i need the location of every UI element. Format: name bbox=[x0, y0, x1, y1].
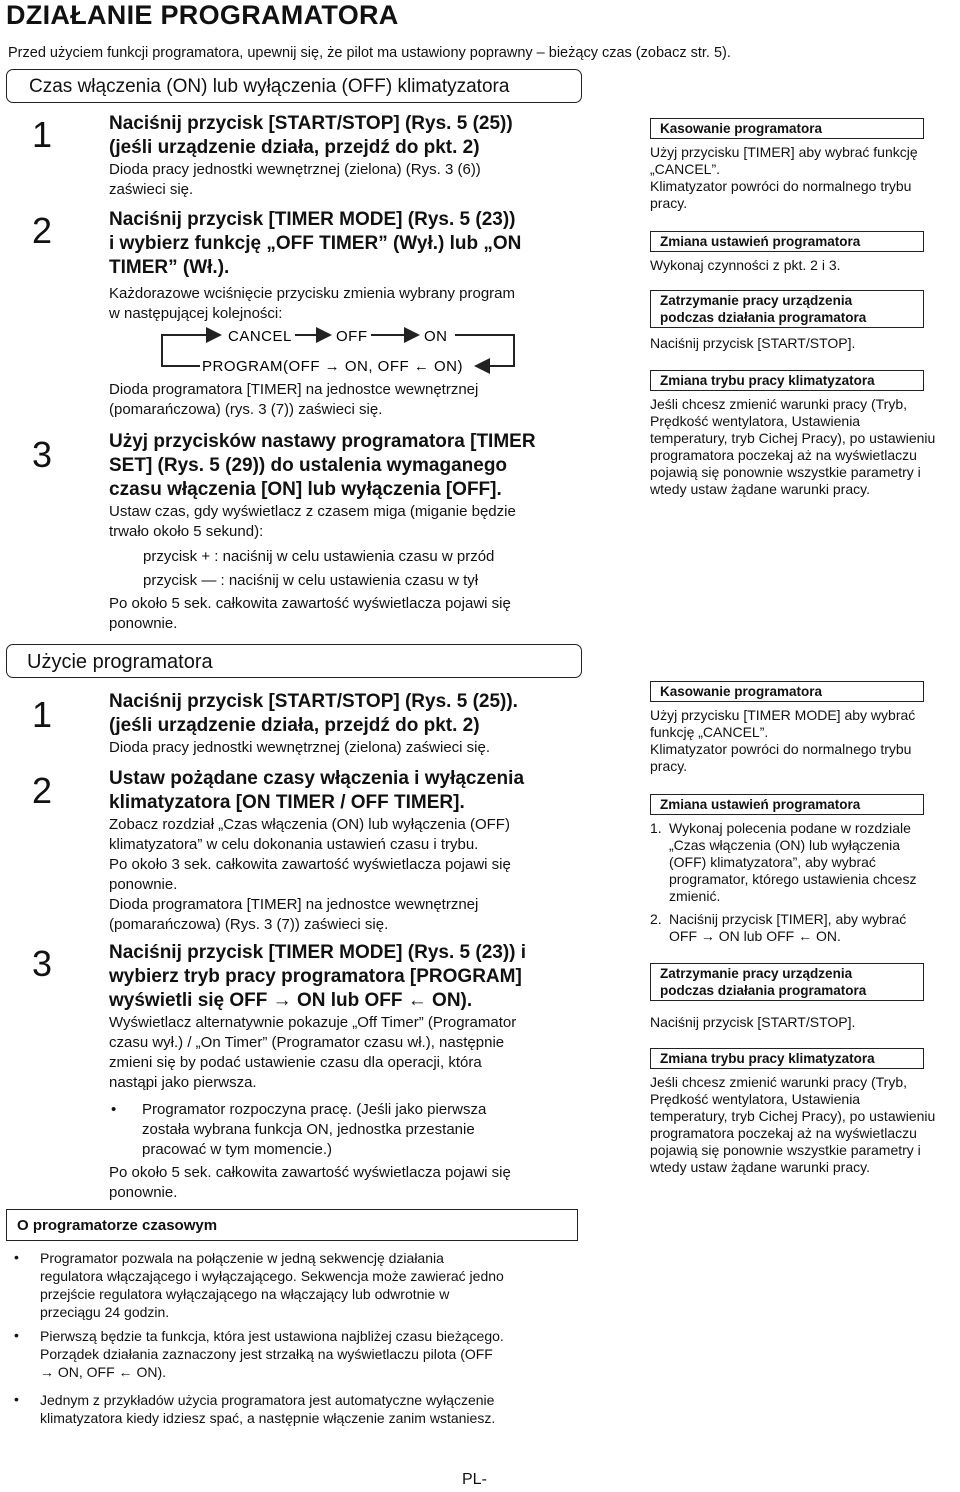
step-heading: Naciśnij przycisk [START/STOP] (Rys. 5 (25)). bbox=[109, 691, 518, 712]
step-number: 3 bbox=[32, 943, 53, 984]
diagram-off-label: OFF bbox=[336, 328, 368, 345]
sidebar-heading: Zmiana trybu pracy klimatyzatora bbox=[650, 1048, 924, 1069]
step-number: 2 bbox=[32, 210, 53, 251]
sidebar-heading: Kasowanie programatora bbox=[650, 681, 924, 702]
sidebar-text: Naciśnij przycisk [START/STOP]. bbox=[650, 1014, 856, 1030]
step-body: zaświeci się. bbox=[109, 181, 194, 198]
step-heading: Użyj przycisków nastawy programatora [TIMER bbox=[109, 431, 536, 452]
step-number: 3 bbox=[32, 434, 53, 475]
step-heading: TIMER” (Wł.). bbox=[109, 257, 230, 278]
diagram-cancel-label: CANCEL bbox=[228, 328, 292, 345]
sidebar-text: Jeśli chcesz zmienić warunki pracy (Tryb, Prędkość wentylatora, Ustawienia temperatury, tryb Cichej Pracy), po ustawieniu programatora poczekaj aż na wyświetlaczu pojawią się ponownie wszystkie parametry i wtedy ustaw żądane warunki pracy. bbox=[650, 396, 936, 497]
page-number: PL- bbox=[462, 1471, 487, 1488]
step-body: Dioda pracy jednostki wewnętrznej (zielona) zaświeci się. bbox=[109, 739, 490, 756]
sidebar-heading: Zmiana ustawień programatora bbox=[650, 231, 924, 252]
plus-button-hint: przycisk + : naciśnij w celu ustawienia czasu w przód bbox=[143, 548, 495, 565]
sidebar-text: Wykonaj czynności z pkt. 2 i 3. bbox=[650, 257, 841, 273]
step-heading: klimatyzatora [ON TIMER / OFF TIMER]. bbox=[109, 792, 465, 813]
diagram-on-label: ON bbox=[424, 328, 448, 345]
sidebar-text: Użyj przycisku [TIMER MODE] aby wybrać funkcję „CANCEL”. Klimatyzator powróci do normalnego trybu pracy. bbox=[650, 707, 916, 774]
section-heading-timer: Czas włączenia (ON) lub wyłączenia (OFF) klimatyzatora bbox=[6, 69, 582, 103]
step-3 bbox=[109, 430, 579, 634]
sidebar-list-item: 1. Wykonaj polecenia podane w rozdziale „Czas włączenia (ON) lub wyłączenia (OFF) klimatyzatora”, aby wybrać programator, którego ustawienia chcesz zmienić. bbox=[650, 820, 917, 904]
step-body: Każdorazowe wciśnięcie przycisku zmienia wybrany program bbox=[109, 285, 515, 302]
sidebar-heading: Zatrzymanie pracy urządzenia podczas działania programatora bbox=[650, 290, 924, 328]
step-heading: czasu włączenia [ON] lub wyłączenia [OFF]. bbox=[109, 479, 502, 500]
step-heading: Naciśnij przycisk [TIMER MODE] (Rys. 5 (23)) i bbox=[109, 942, 527, 963]
sidebar-heading: Kasowanie programatora bbox=[650, 118, 924, 139]
footer-bullet: • Programator pozwala na połączenie w jedną sekwencję działania regulatora włączającego i wyłączającego. Sekwencja może zawierać jedno przejście regulatora wyłączającego na włączający lub odwrotnie w przeciągu 24 godzin. bbox=[14, 1249, 504, 1320]
step-body: w następującej kolejności: bbox=[109, 305, 283, 322]
intro-text: Przed użyciem funkcji programatora, upewnij się, że pilot ma ustawiony poprawny – bieżący czas (zobacz str. 5). bbox=[8, 45, 731, 61]
step-1 bbox=[109, 112, 579, 200]
sidebar-text: Jeśli chcesz zmienić warunki pracy (Tryb, Prędkość wentylatora, Ustawienia temperatury, tryb Cichej Pracy), po ustawieniu programatora poczekaj aż na wyświetlaczu pojawią się ponownie wszystkie parametry i wtedy ustaw żądane warunki pracy. bbox=[650, 1074, 936, 1175]
section-heading-usage: Użycie programatora bbox=[6, 644, 582, 678]
step-body: Dioda programatora [TIMER] na jednostce wewnętrznej bbox=[109, 381, 479, 398]
minus-button-hint: przycisk — : naciśnij w celu ustawienia czasu w tył bbox=[143, 572, 479, 589]
step-body: trwało około 5 sekund): bbox=[109, 523, 264, 540]
step-body: Po około 5 sek. całkowita zawartość wyświetlacza pojawi się bbox=[109, 595, 511, 612]
step-body: ponownie. bbox=[109, 615, 178, 632]
step-3: Naciśnij przycisk [TIMER MODE] (Rys. 5 (23)) i wybierz tryb pracy programatora [PROGRAM] wyświetli się OFF → ON lub OFF ← ON). Wyświetlacz alternatywnie pokazuje „Off Timer” (Programator czasu wył.) / „On Timer” (Programator czasu wł.), następnie zmieni się by podać ustawienie czasu dla operacji, która nastąpi jako pierwsza. • Programator rozpoczyna pracę. (Jeśli jako pierwsza została wybrana funkcja ON, jednostka przestanie pracować w tym momencie.) Po około 5 sek. całkowita zawartość wyświetlacza pojawi się ponownie. bbox=[109, 941, 579, 1203]
footer-heading: O programatorze czasowym bbox=[6, 1209, 578, 1241]
sidebar-text: Naciśnij przycisk [START/STOP]. bbox=[650, 335, 856, 351]
sidebar-text: Użyj przycisku [TIMER] aby wybrać funkcję „CANCEL”. Klimatyzator powróci do normalnego trybu pracy. bbox=[650, 144, 918, 211]
step-heading: Naciśnij przycisk [START/STOP] (Rys. 5 (25)) bbox=[109, 113, 513, 134]
step-heading: i wybierz funkcję „OFF TIMER” (Wył.) lub „ON bbox=[109, 233, 522, 254]
sidebar-heading: Zmiana trybu pracy klimatyzatora bbox=[650, 370, 924, 391]
bullet-dot: • bbox=[111, 1101, 117, 1118]
page-title: DZIAŁANIE PROGRAMATORA bbox=[6, 0, 399, 30]
step-number: 2 bbox=[32, 770, 53, 811]
step-body: Dioda pracy jednostki wewnętrznej (zielona) (Rys. 3 (6)) bbox=[109, 161, 481, 178]
step-heading: wybierz tryb pracy programatora [PROGRAM] bbox=[109, 966, 522, 987]
sidebar-list-item: 2. Naciśnij przycisk [TIMER], aby wybrać OFF → ON lub OFF ← ON. bbox=[650, 911, 907, 944]
step-2: Ustaw pożądane czasy włączenia i wyłączenia klimatyzatora [ON TIMER / OFF TIMER]. Zobacz rozdział „Czas włączenia (ON) lub wyłączenia (OFF) klimatyzatora” w celu dokonania ustawień czasu i trybu. Po około 3 sek. całkowita zawartość wyświetlacza pojawi się ponownie. Dioda programatora [TIMER] na jednostce wewnętrznej (pomarańczowa) (Rys. 3 (7)) zaświeci się. bbox=[109, 767, 579, 935]
step-2 bbox=[109, 208, 579, 324]
step-heading: SET] (Rys. 5 (29)) do ustalenia wymaganego bbox=[109, 455, 508, 476]
step-heading: (jeśli urządzenie działa, przejdź do pkt. 2) bbox=[109, 137, 480, 158]
bullet-item: • Programator rozpoczyna pracę. (Jeśli jako pierwsza została wybrana funkcja ON, jednostka przestanie pracować w tym momencie.) bbox=[111, 1101, 487, 1158]
sidebar-heading: Zmiana ustawień programatora bbox=[650, 794, 924, 815]
step-heading: wyświetli się OFF → ON lub OFF ← ON). bbox=[109, 990, 473, 1011]
step-body: Ustaw czas, gdy wyświetlacz z czasem miga (miganie będzie bbox=[109, 503, 516, 520]
step-heading: Naciśnij przycisk [TIMER MODE] (Rys. 5 (23)) bbox=[109, 209, 516, 230]
timer-sequence-diagram bbox=[160, 322, 520, 374]
step-2-tail bbox=[109, 380, 579, 420]
step-1 bbox=[109, 690, 579, 758]
step-heading: Ustaw pożądane czasy włączenia i wyłączenia bbox=[109, 768, 525, 789]
step-number: 1 bbox=[32, 694, 53, 735]
footer-bullet: • Jednym z przykładów użycia programatora jest automatyczne wyłączenie klimatyzatora kiedy idziesz spać, a następnie włączenie zanim wstaniesz. bbox=[14, 1391, 496, 1426]
step-number: 1 bbox=[32, 114, 53, 155]
sidebar-heading: Zatrzymanie pracy urządzenia podczas działania programatora bbox=[650, 963, 924, 1001]
arrow-on-program bbox=[455, 335, 514, 366]
step-body: (pomarańczowa) (rys. 3 (7)) zaświeci się. bbox=[109, 401, 383, 418]
step-heading: (jeśli urządzenie działa, przejdź do pkt. 2) bbox=[109, 715, 480, 736]
diagram-program-label: PROGRAM(OFF → ON, OFF ← ON) bbox=[202, 358, 463, 374]
footer-bullet: • Pierwszą będzie ta funkcja, która jest ustawiona najbliżej czasu bieżącego. Porządek działania zaznaczony jest strzałką na wyświetlaczu pilota (OFF → ON, OFF ← ON). bbox=[14, 1327, 504, 1380]
